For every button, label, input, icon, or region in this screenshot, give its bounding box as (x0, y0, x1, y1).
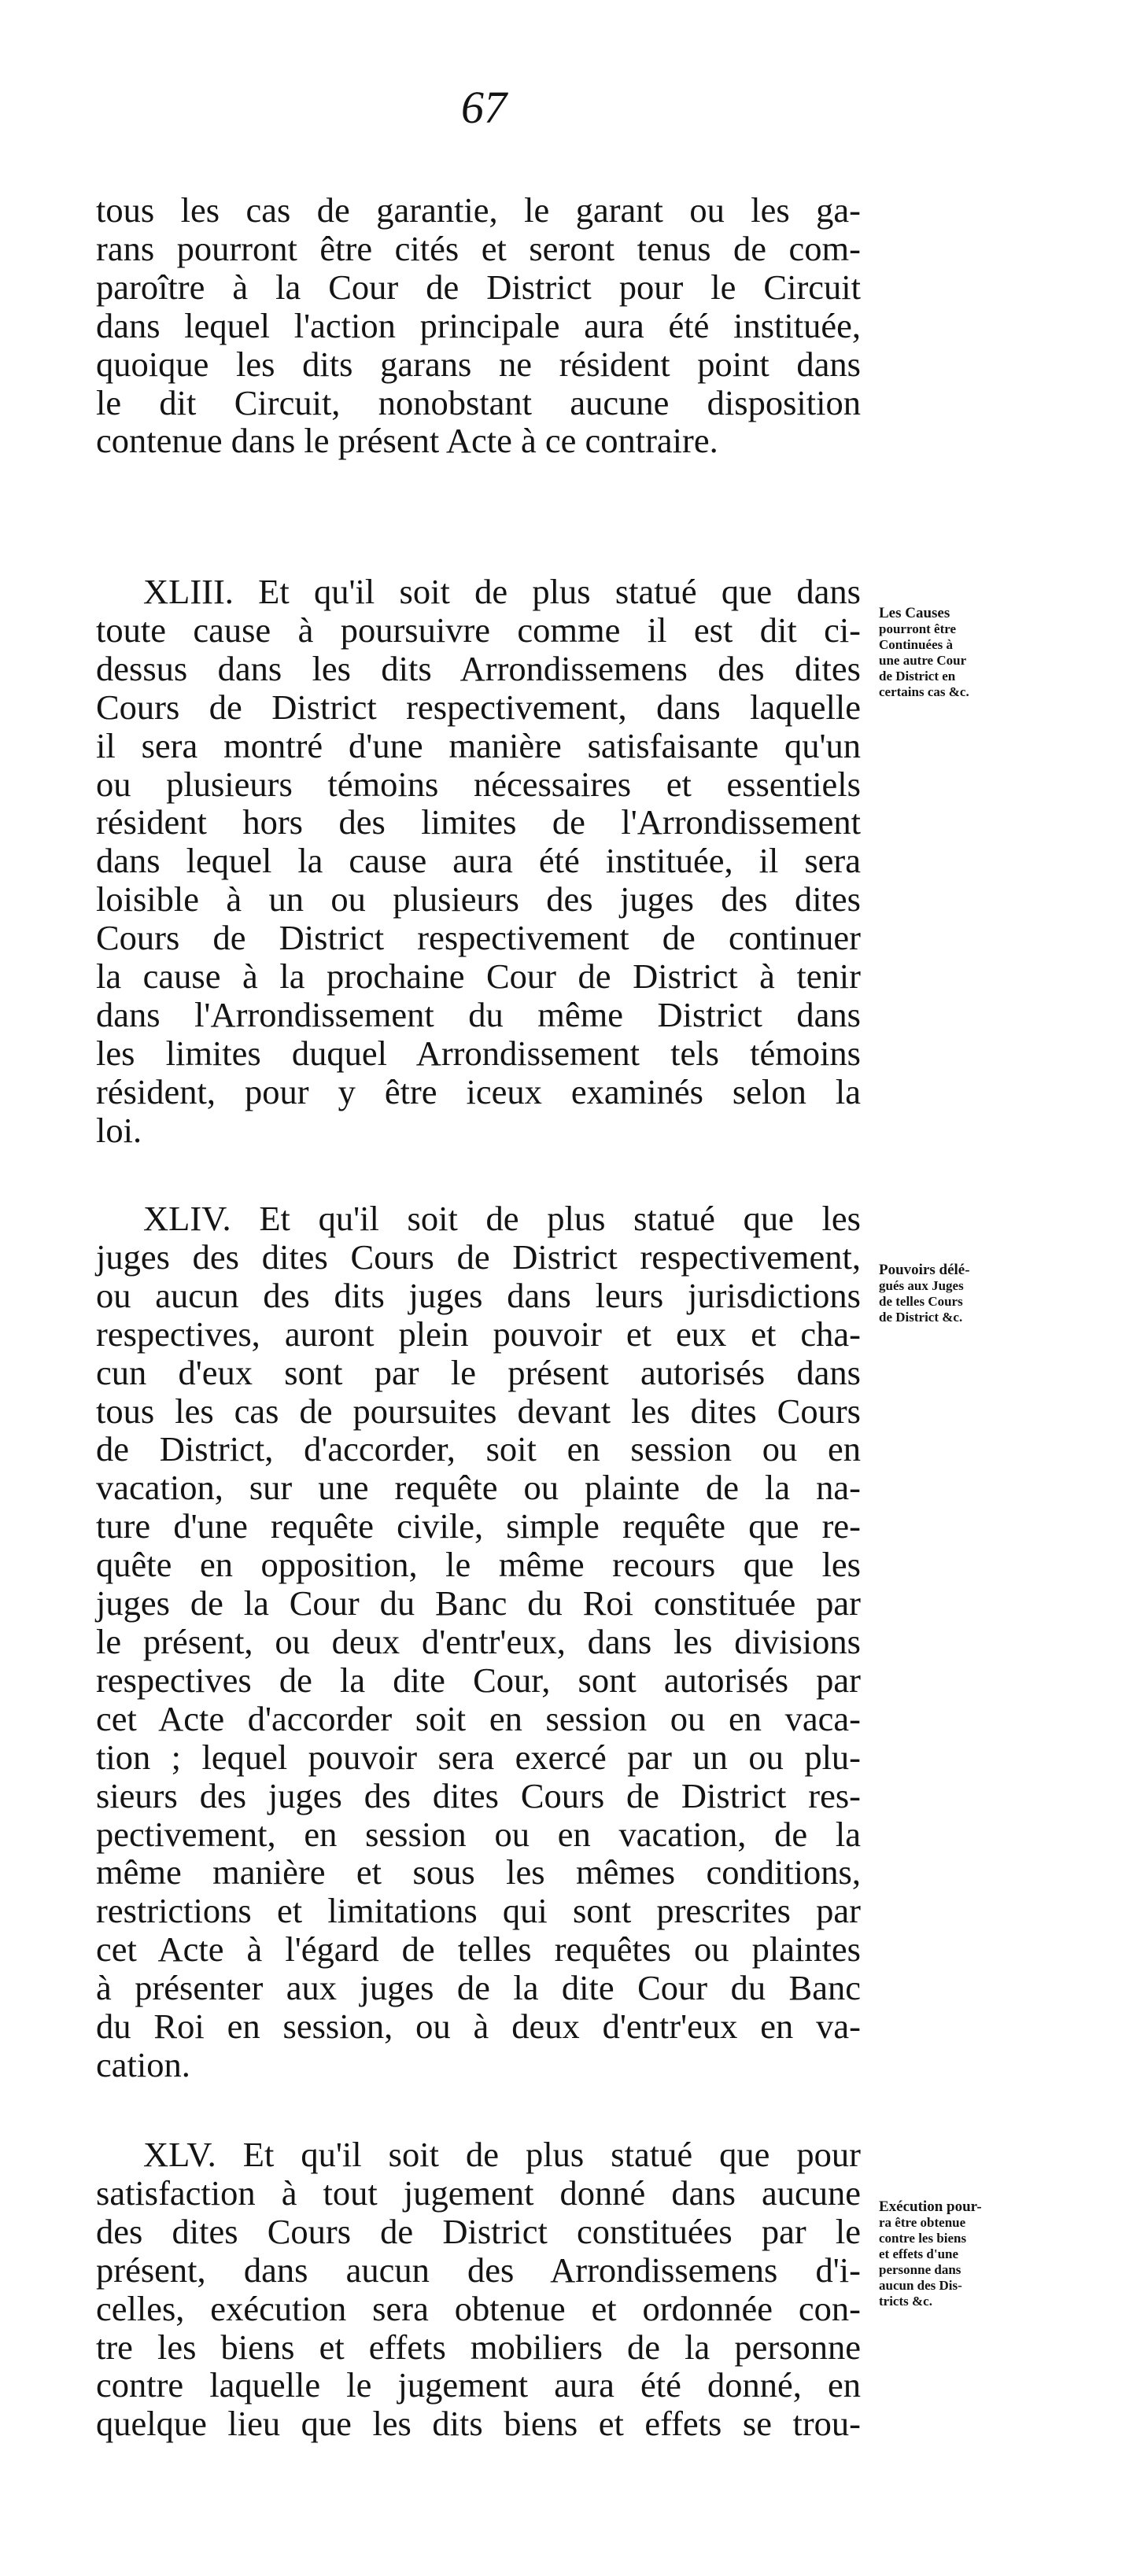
text-line: ou aucun des dits juges dans leurs jurisdictions (96, 1275, 861, 1315)
margin-note-xliii (879, 606, 1044, 700)
text-line: résident hors des limites de l'Arrondissement (96, 802, 861, 842)
text-line: restrictions et limitations qui sont prescrites par (96, 1891, 861, 1931)
text-line: dans l'Arrondissement du même District dans (96, 994, 861, 1034)
text-line: tous les cas de poursuites devant les dites Cours (96, 1391, 861, 1431)
text-line: quête en opposition, le même recours que les (96, 1545, 861, 1585)
text-line: tous les cas de garantie, le garant ou les ga- (96, 190, 861, 230)
text-line: ture d'une requête civile, simple requête que re- (96, 1506, 861, 1546)
margin-note-line: Pouvoirs délé- (879, 1262, 970, 1278)
margin-note-xlv (879, 2199, 1044, 2309)
text-line: cation. (96, 2044, 190, 2084)
text-line: le dit Circuit, nonobstant aucune disposition (96, 382, 861, 422)
text-line: Cours de District respectivement de continuer (96, 918, 861, 958)
section-xlv (96, 2136, 861, 2443)
section-heading-line: XLIII. Et qu'il soit de plus statué que dans (143, 572, 861, 611)
text-line: le présent, ou deux d'entr'eux, dans les divisions (96, 1621, 861, 1661)
margin-note-line: gués aux Juges (879, 1278, 964, 1293)
text-line: vacation, sur une requête ou plainte de la na- (96, 1468, 861, 1508)
text-line: même manière et sous les mêmes conditions, (96, 1852, 861, 1892)
text-line: présent, dans aucun des Arrondissemens d'i- (96, 2250, 861, 2290)
text-line: tion ; lequel pouvoir sera exercé par un ou plu- (96, 1737, 861, 1777)
text-line: loi. (96, 1110, 142, 1150)
text-line: résident, pour y être iceux examinés selon la (96, 1071, 861, 1111)
text-line: du Roi en session, ou à deux d'entr'eux en va- (96, 2007, 861, 2047)
text-line: loisible à un ou plusieurs des juges des dites (96, 879, 861, 919)
text-line: juges de la Cour du Banc du Roi constituée par (96, 1583, 861, 1623)
text-line: à présenter aux juges de la dite Cour du Banc (96, 1968, 861, 2008)
text-line: contre laquelle le jugement aura été donné, en (96, 2365, 861, 2405)
text-line: quelque lieu que les dits biens et effets se trou- (96, 2404, 861, 2444)
margin-note-line: de District en (879, 669, 956, 684)
text-line: dans lequel la cause aura été instituée, il sera (96, 841, 861, 881)
text-line: toute cause à poursuivre comme il est dit ci- (96, 610, 861, 650)
section-heading-line: XLIV. Et qu'il soit de plus statué que les (143, 1199, 861, 1238)
text-line: celles, exécution sera obtenue et ordonnée con- (96, 2288, 861, 2328)
text-line: les limites duquel Arrondissement tels témoins (96, 1033, 861, 1073)
text-line: contenue dans le présent Acte à ce contraire. (96, 421, 718, 461)
margin-note-xliv (879, 1262, 1044, 1325)
text-line: dessus dans les dits Arrondissemens des dites (96, 648, 861, 688)
margin-note-line: certains cas &c. (879, 684, 969, 699)
text-line: quoique les dits garans ne résident point dans (96, 344, 861, 384)
margin-note-line: pourront être (879, 621, 957, 636)
text-line: de District, d'accorder, soit en session ou en (96, 1429, 861, 1469)
margin-note-line: Exécution pour- (879, 2198, 982, 2215)
text-line: cet Acte à l'égard de telles requêtes ou plaintes (96, 1929, 861, 1970)
text-line: pectivement, en session ou en vacation, de la (96, 1814, 861, 1854)
margin-note-line: aucun des Dis- (879, 2278, 962, 2293)
text-line: il sera montré d'une manière satisfaisante qu'un (96, 725, 861, 765)
margin-note-line: de telles Cours (879, 1294, 963, 1309)
text-line: paroître à la Cour de District pour le Circuit (96, 267, 861, 307)
margin-note-line: tricts &c. (879, 2294, 932, 2309)
text-line: des dites Cours de District constituées par le (96, 2211, 861, 2251)
margin-note-line: une autre Cour (879, 653, 967, 668)
text-line: la cause à la prochaine Cour de District à tenir (96, 956, 861, 997)
margin-note-line: de District &c. (879, 1310, 963, 1325)
text-line: respectives, auront plein pouvoir et eux et cha- (96, 1314, 861, 1354)
text-line: satisfaction à tout jugement donné dans aucune (96, 2172, 861, 2213)
margin-note-line: et effets d'une (879, 2246, 959, 2261)
margin-note-line: personne dans (879, 2262, 961, 2277)
text-line: ou plusieurs témoins nécessaires et essentiels (96, 764, 861, 804)
margin-note-line: contre les biens (879, 2231, 967, 2246)
text-line: respectives de la dite Cour, sont autorisés par (96, 1660, 861, 1700)
text-line: rans pourront être cités et seront tenus de com- (96, 228, 861, 268)
section-heading-line: XLV. Et qu'il soit de plus statué que pour (143, 2135, 861, 2174)
page-number: 67 (461, 82, 507, 133)
text-line: sieurs des juges des dites Cours de District res- (96, 1775, 861, 1815)
text-line: tre les biens et effets mobiliers de la personne (96, 2327, 861, 2367)
paragraph-continuation (96, 191, 861, 460)
text-line: juges des dites Cours de District respectivement, (96, 1236, 861, 1277)
text-line: cun d'eux sont par le présent autorisés dans (96, 1352, 861, 1392)
section-xliv (96, 1200, 861, 2084)
text-line: cet Acte d'accorder soit en session ou en vaca- (96, 1698, 861, 1738)
margin-note-line: Continuées à (879, 637, 953, 652)
section-xliii (96, 573, 861, 1150)
text-line: dans lequel l'action principale aura été instituée, (96, 305, 861, 345)
margin-note-line: ra être obtenue (879, 2215, 966, 2230)
text-line: Cours de District respectivement, dans laquelle (96, 687, 861, 727)
margin-note-line: Les Causes (879, 605, 950, 621)
